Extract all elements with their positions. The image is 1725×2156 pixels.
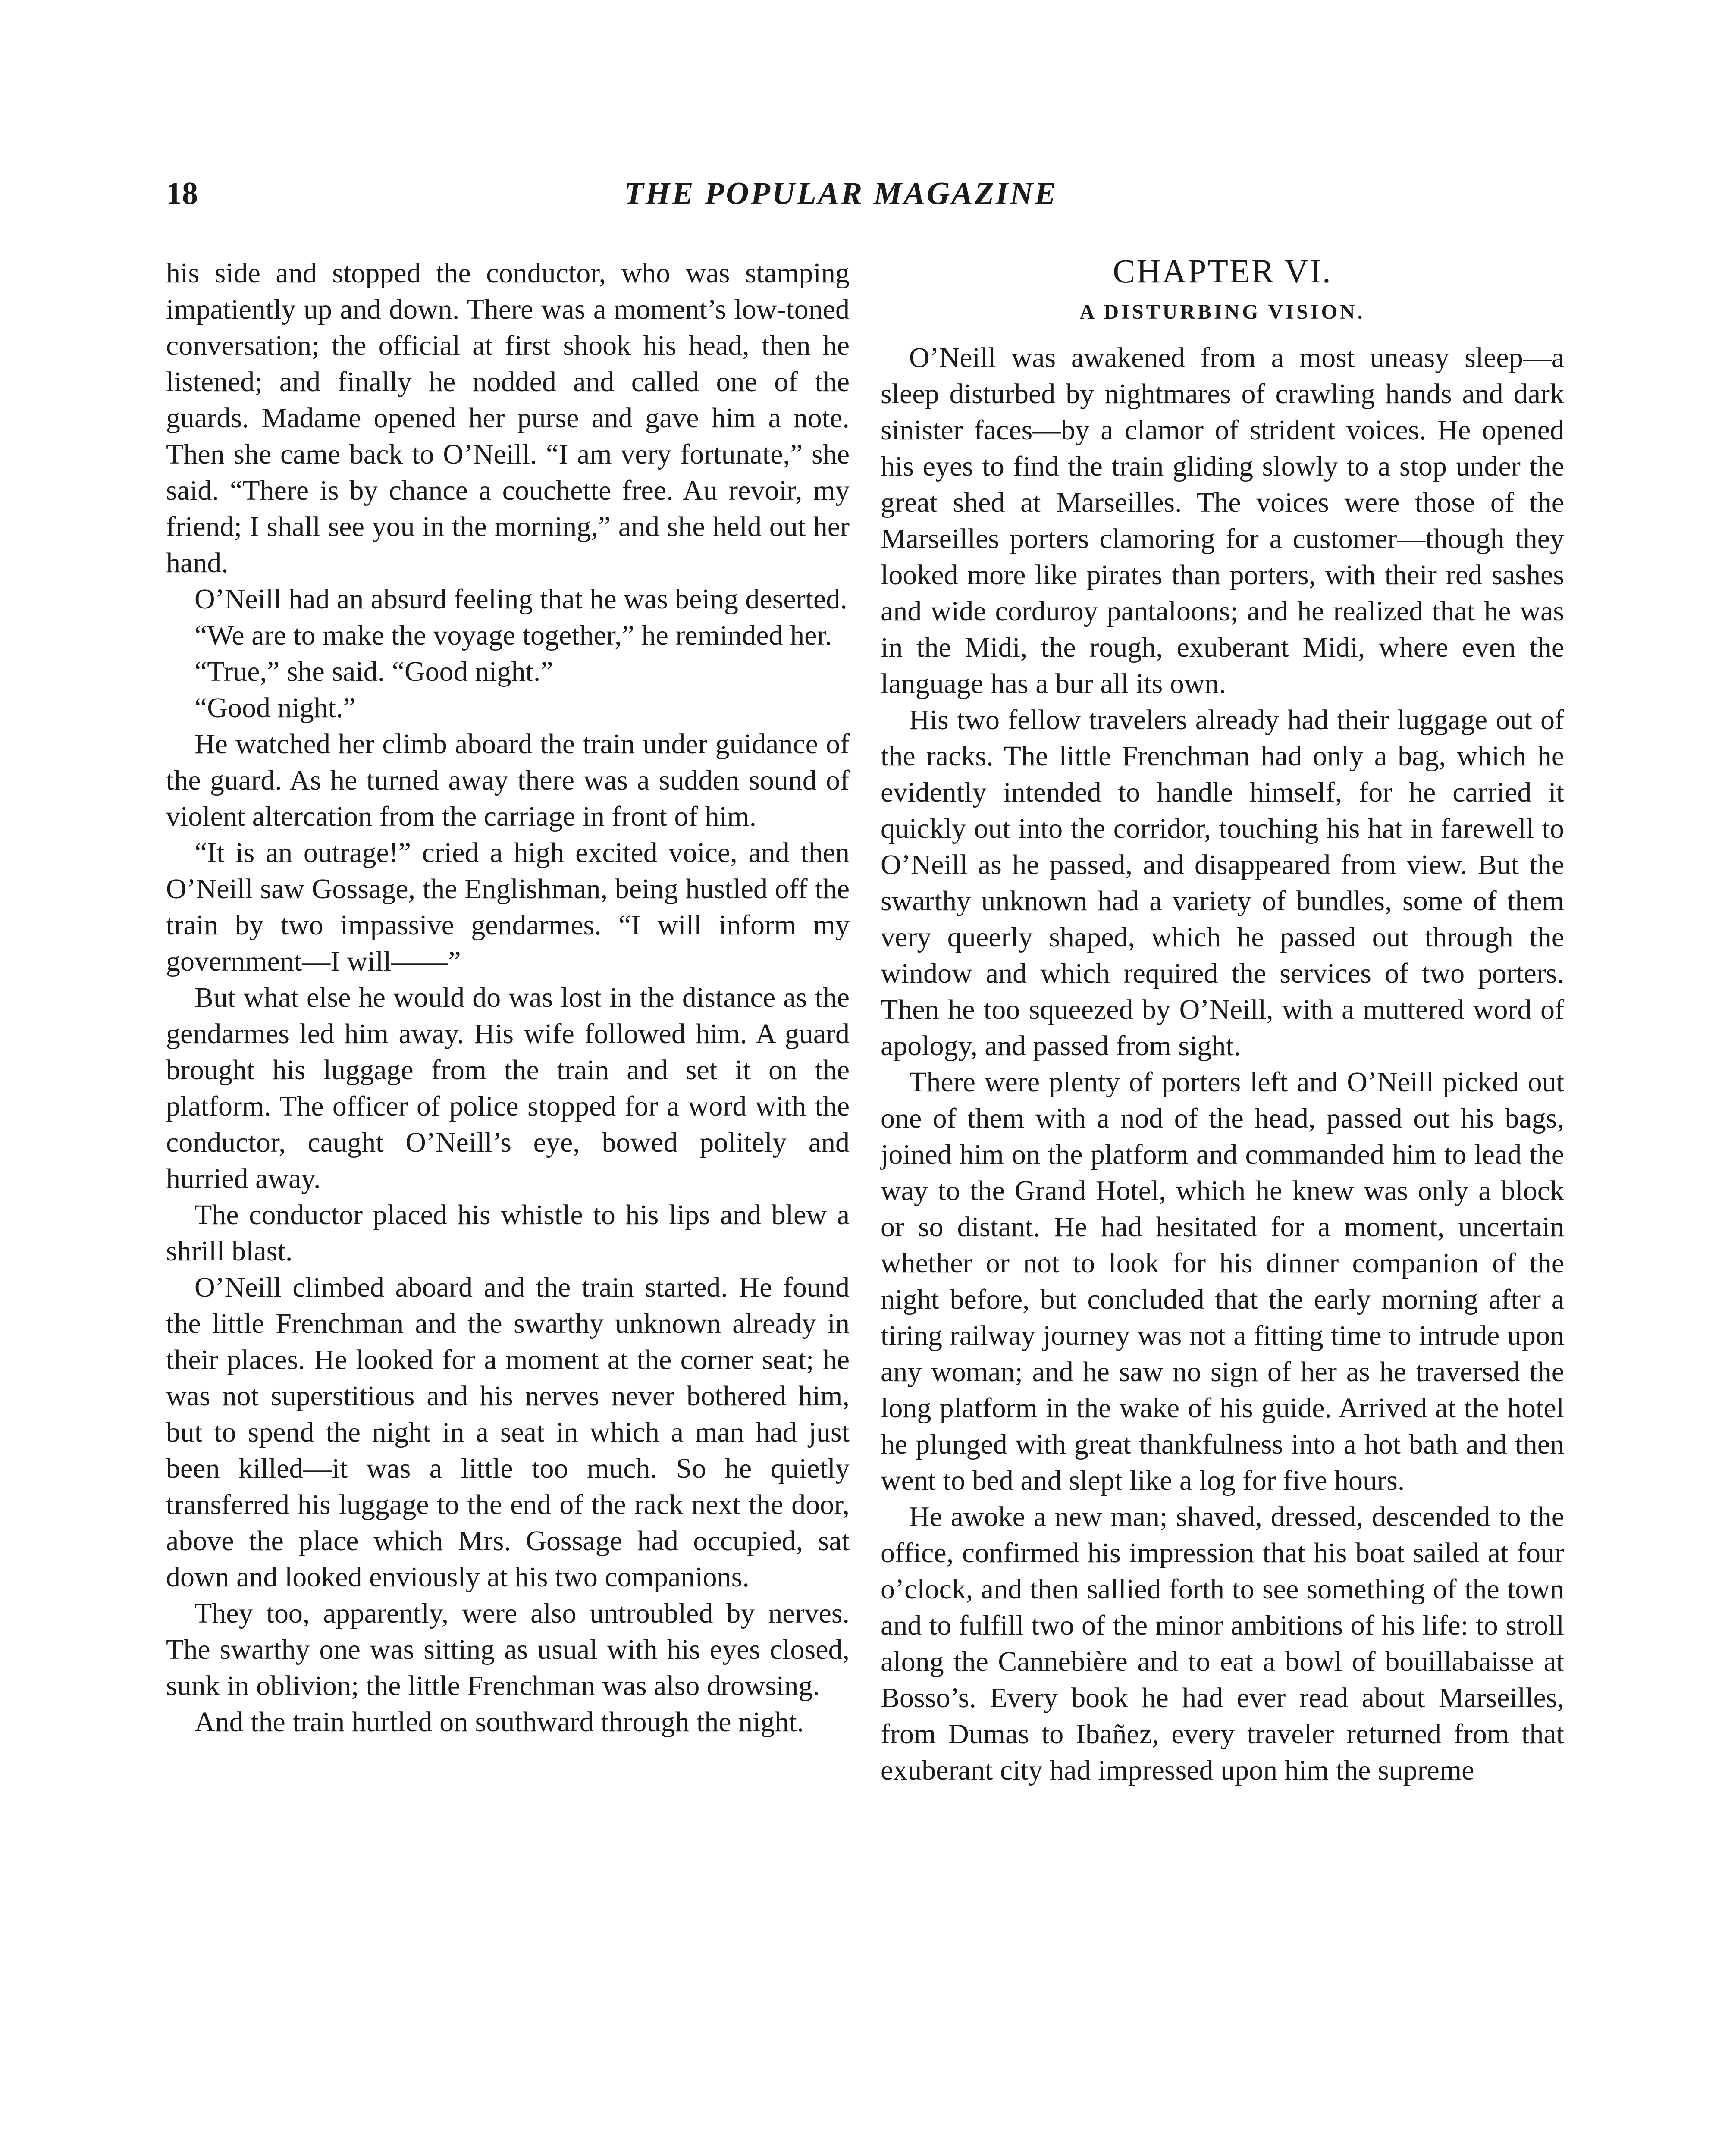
paragraph: They too, apparently, were also untroubled by nerves. The swarthy one was sitting as usual with his eyes closed, sunk in oblivion; the little Frenchman was also drowsing. bbox=[166, 1598, 850, 1702]
paragraph: O’Neill climbed aboard and the train started. He found the little Frenchman and the swarthy unknown already in their places. He looked for a moment at the corner seat; he was not superstitious and his nerves never bothered him, but to spend the night in a seat in which a man had just been killed—it was a little too much. So he quietly transferred his luggage to the end of the rack next the door, above the place which Mrs. Gossage had occupied, sat down and looked enviously at his two companions. bbox=[166, 1272, 850, 1593]
paragraph: “We are to make the voyage together,” he reminded her. bbox=[194, 620, 832, 651]
chapter-title: CHAPTER VI. bbox=[1113, 252, 1332, 290]
page-number: 18 bbox=[166, 176, 198, 211]
paragraph: There were plenty of porters left and O’Neill picked out one of them with a nod of the head, passed out his bags, joined him on the platform and commanded him to lead the way to the Grand Hotel, which he knew was only a block or so distant. He had hesitated for a moment, uncertain whether or not to look for his dinner companion of the night before, but concluded that the early morning after a tiring railway journey was not a fitting time to intrude upon any woman; and he saw no sign of her as he traversed the long platform in the wake of his guide. Arrived at the hotel he plunged with great thankfulness into a hot bath and then went to bed and slept like a log for five hours. bbox=[881, 1066, 1564, 1496]
paragraph: his side and stopped the conductor, who was stamping impatiently up and down. There was a moment’s low-toned conversation; the official at first shook his head, then he listened; and finally he nodded and called one of the guards. Madame opened her purse and gave him a note. Then she came back to O’Neill. “I am very fortunate,” she said. “There is by chance a couchette free. Au revoir, my friend; I shall see you in the morning,” and she held out her hand. bbox=[166, 257, 850, 579]
running-title: THE POPULAR MAGAZINE bbox=[624, 176, 1058, 211]
chapter-subtitle: A DISTURBING VISION. bbox=[1079, 301, 1365, 323]
right-column bbox=[881, 252, 1564, 1789]
paragraph: The conductor placed his whistle to his lips and blew a shrill blast. bbox=[166, 1199, 850, 1267]
paragraph: His two fellow travelers already had their luggage out of the racks. The little Frenchman had only a bag, which he evidently intended to handle himself, for he carried it quickly out into the corridor, touching his hat in farewell to O’Neill as he passed, and disappeared from view. But the swarthy unknown had a variety of bundles, some of them very queerly shaped, which he passed out through the window and which required the services of two porters. Then he too squeezed by O’Neill, with a muttered word of apology, and passed from sight. bbox=[881, 704, 1564, 1062]
paragraph: He awoke a new man; shaved, dressed, descended to the office, confirmed his impression that his boat sailed at four o’clock, and then sallied forth to see something of the town and to fulfill two of the minor ambitions of his life: to stroll along the Cannebière and to eat a bowl of bouillabaisse at Bosso’s. Every book he had ever read about Marseilles, from Dumas to Ibañez, every traveler returned from that exuberant city had impressed upon him the supreme bbox=[881, 1501, 1564, 1786]
paragraph: O’Neill had an absurd feeling that he was being deserted. bbox=[194, 583, 847, 615]
left-column bbox=[166, 255, 850, 1740]
paragraph: But what else he would do was lost in the distance as the gendarmes led him away. His wife followed him. A guard brought his luggage from the train and set it on the platform. The officer of police stopped for a word with the conductor, caught O’Neill’s eye, bowed politely and hurried away. bbox=[166, 982, 850, 1194]
paragraph: “Good night.” bbox=[194, 692, 356, 724]
paragraph: O’Neill was awakened from a most uneasy sleep—a sleep disturbed by nightmares of crawling hands and dark sinister faces—by a clamor of strident voices. He opened his eyes to find the train gliding slowly to a stop under the great shed at Marseilles. The voices were those of the Marseilles porters clamoring for a customer—though they looked more like pirates than porters, with their red sashes and wide corduroy pantaloons; and he realized that he was in the Midi, the rough, exuberant Midi, where even the language has a bur all its own. bbox=[881, 342, 1564, 699]
paragraph: “It is an outrage!” cried a high excited voice, and then O’Neill saw Gossage, the Englishman, being hustled off the train by two impassive gendarmes. “I will inform my government—I will——” bbox=[166, 837, 850, 977]
paragraph: “True,” she said. “Good night.” bbox=[194, 656, 553, 687]
paragraph: And the train hurtled on southward through the night. bbox=[194, 1706, 804, 1738]
paragraph: He watched her climb aboard the train under guidance of the guard. As he turned away there was a sudden sound of violent altercation from the carriage in front of him. bbox=[166, 728, 850, 832]
